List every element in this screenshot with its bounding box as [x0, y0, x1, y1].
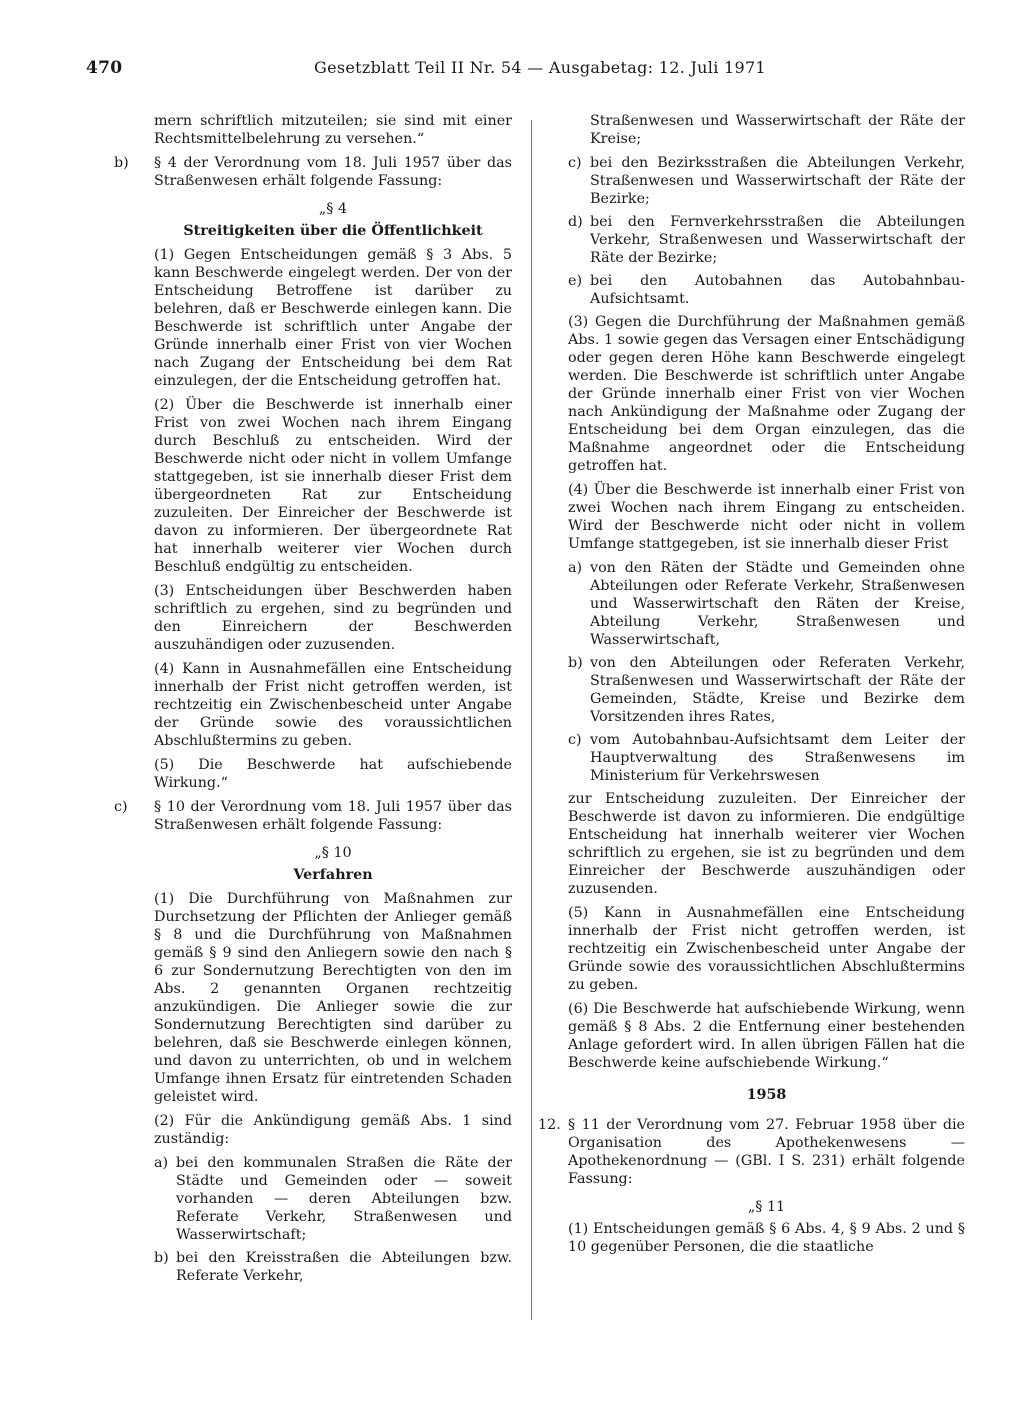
list-item	[568, 731, 965, 785]
paragraph: (1) Die Durchführung von Maßnahmen zur Durchsetzung der Pflichten der Anlieger gemäß § 8 und die Durchführung von Maßnahmen gemäß § 9 sind den Anliegern sowie den nach § 6 zur Sondernutzung Berechtigten von den im Abs. 2 genannten Organen rechtzeitig anzukündigen. Die Anlieger sowie die zur Sondernutzung Berechtigten sind darüber zu belehren, daß sie Beschwerde einlegen können, und davon zu unterrichten, ob und in welchem Umfange ihnen Ersatz für eintretenden Schaden geleistet wird.	[154, 891, 512, 1105]
list-item	[568, 654, 965, 726]
item-label: 12.	[538, 1117, 561, 1133]
list-label: e)	[568, 273, 583, 289]
column-divider	[531, 120, 532, 1320]
section-title: Streitigkeiten über die Öffentlichkeit	[183, 223, 483, 239]
list-text: vom Autobahnbau-Aufsichtsamt dem Leiter der Hauptverwaltung des Straßenwesens im Ministerium für Verkehrswesen	[590, 732, 965, 784]
section-title: Verfahren	[293, 867, 373, 883]
section-heading: „§ 4	[318, 201, 348, 217]
paragraph: zur Entscheidung zuzuleiten. Der Einreicher der Beschwerde ist davon zu informieren. Die endgültige Entscheidung hat innerhalb weiterer vier Wochen schriftlich zu ergehen, sie ist zu begründen und dem Einreicher der Beschwerde auszuhändigen oder zuzusenden.	[568, 791, 965, 897]
paragraph: (3) Gegen die Durchführung der Maßnahmen gemäß Abs. 1 sowie gegen das Versagen einer Entschädigung oder gegen deren Höhe kann Beschwerde eingelegt werden. Die Beschwerde ist schriftlich unter Angabe der Gründe innerhalb einer Frist von vier Wochen nach Ankündigung der Maßnahme oder Zugang der Entscheidung bei dem Organ einzulegen, das die Maßnahme angeordnet oder die Entscheidung getroffen hat.	[568, 314, 965, 474]
list-text: bei den Autobahnen das Autobahnbau-Aufsichtsamt.	[590, 273, 965, 307]
list-label: a)	[154, 1155, 169, 1171]
list-text: bei den kommunalen Straßen die Räte der Städte und Gemeinden oder — soweit vorhanden — deren Abteilungen bzw. Referate Verkehr, Straßenwesen und Wasserwirtschaft;	[176, 1155, 512, 1243]
paragraph: (5) Kann in Ausnahmefällen eine Entscheidung innerhalb der Frist nicht getroffen werden, ist rechtzeitig ein Zwischenbescheid unter Angabe der Gründe sowie des voraussichtlichen Abschlußtermins zu geben.	[568, 905, 965, 993]
right-column	[538, 112, 965, 1262]
list-item	[568, 559, 965, 649]
continuation-text: mern schriftlich mitzuteilen; sie sind mit einer Rechtsmittelbelehrung zu versehen.“	[154, 113, 512, 147]
list-text: von den Abteilungen oder Referaten Verkehr, Straßenwesen und Wasserwirtschaft der Räte der Gemeinden, Städte, Kreise und Bezirke dem Vorsitzenden ihres Rates,	[590, 655, 965, 725]
list-text: bei den Kreisstraßen die Abteilungen bzw. Referate Verkehr,	[176, 1250, 512, 1284]
list-item	[568, 154, 965, 208]
running-head: Gesetzblatt Teil II Nr. 54 — Ausgabetag: 12. Juli 1971	[314, 58, 766, 77]
amendment-item-12	[538, 1116, 965, 1188]
paragraph: (1) Entscheidungen gemäß § 6 Abs. 4, § 9 Abs. 2 und § 10 gegenüber Personen, die die staatliche	[568, 1221, 965, 1255]
item-label: b)	[114, 155, 129, 171]
list-item	[154, 1154, 512, 1244]
list-label: a)	[568, 560, 583, 576]
section-heading: „§ 11	[747, 1199, 786, 1215]
paragraph: (4) Über die Beschwerde ist innerhalb einer Frist von zwei Wochen nach ihrem Eingang zu entscheiden. Wird der Beschwerde nicht oder nicht in vollem Umfange stattgegeben, ist sie innerhalb dieser Frist	[568, 482, 965, 552]
list-text: bei den Bezirksstraßen die Abteilungen Verkehr, Straßenwesen und Wasserwirtschaft der Räte der Bezirke;	[590, 155, 965, 207]
year-heading: 1958	[746, 1087, 787, 1103]
paragraph: (3) Entscheidungen über Beschwerden haben schriftlich zu ergehen, sind zu begründen und den Einreichern der Beschwerden auszuhändigen oder zuzusenden.	[154, 583, 512, 653]
paragraph: (4) Kann in Ausnahmefällen eine Entscheidung innerhalb der Frist nicht getroffen werden, ist rechtzeitig ein Zwischenbescheid unter Angabe der Gründe sowie des voraussichtlichen Abschlußtermins zu geben.	[154, 661, 512, 749]
list-label: b)	[568, 655, 583, 671]
page-number: 470	[86, 58, 123, 78]
paragraph: (5) Die Beschwerde hat aufschiebende Wirkung.“	[154, 757, 512, 791]
list-text: von den Räten der Städte und Gemeinden ohne Abteilungen oder Referate Verkehr, Straßenwesen und Wasserwirtschaft den Räten der Kreise, Abteilung Verkehr, Straßenwesen und Wasserwirtschaft,	[590, 560, 965, 648]
paragraph: (2) Über die Beschwerde ist innerhalb einer Frist von zwei Wochen nach ihrem Eingang durch Beschluß zu entscheiden. Wird der Beschwerde nicht oder nicht in vollem Umfange stattgegeben, ist sie innerhalb dieser Frist dem übergeordneten Rat zur Entscheidung zuzuleiten. Der Einreicher der Beschwerde ist davon zu informieren. Der übergeordnete Rat hat innerhalb weiterer vier Wochen durch Beschluß endgültig zu entscheiden.	[154, 397, 512, 575]
list-label: c)	[568, 732, 582, 748]
list-label: c)	[568, 155, 582, 171]
paragraph: (2) Für die Ankündigung gemäß Abs. 1 sind zuständig:	[154, 1113, 512, 1147]
list-label: b)	[154, 1250, 169, 1266]
continuation-text: Straßenwesen und Wasserwirtschaft der Räte der Kreise;	[590, 113, 965, 147]
item-text: § 4 der Verordnung vom 18. Juli 1957 über das Straßenwesen erhält folgende Fassung:	[154, 155, 512, 189]
item-text: § 10 der Verordnung vom 18. Juli 1957 über das Straßenwesen erhält folgende Fassung:	[154, 799, 512, 833]
left-column	[114, 112, 512, 1290]
list-label: d)	[568, 214, 583, 230]
section-heading: „§ 10	[314, 845, 352, 861]
paragraph: (6) Die Beschwerde hat aufschiebende Wirkung, wenn gemäß § 8 Abs. 2 die Entfernung einer bestehenden Anlage gefordert wird. In allen übrigen Fällen hat die Beschwerde keine aufschiebende Wirkung.“	[568, 1001, 965, 1071]
item-text: § 11 der Verordnung vom 27. Februar 1958 über die Organisation des Apothekenwesens — Apothekenordnung — (GBl. I S. 231) erhält folgende Fassung:	[568, 1117, 965, 1187]
page-header	[86, 58, 964, 84]
paragraph: (1) Gegen Entscheidungen gemäß § 3 Abs. 5 kann Beschwerde eingelegt werden. Der von der Entscheidung Betroffene ist darüber zu belehren, daß er Beschwerde einlegen kann. Die Beschwerde ist schriftlich unter Angabe der Gründe innerhalb einer Frist von vier Wochen nach Zugang der Entscheidung bei dem Rat einzulegen, der die Entscheidung getroffen hat.	[154, 247, 512, 389]
list-item	[154, 1249, 512, 1285]
list-item	[568, 272, 965, 308]
list-item	[568, 213, 965, 267]
list-text: bei den Fernverkehrsstraßen die Abteilungen Verkehr, Straßenwesen und Wasserwirtschaft der Räte der Bezirke;	[590, 214, 965, 266]
amendment-item-b	[114, 154, 512, 190]
amendment-item-c	[114, 798, 512, 834]
item-label: c)	[114, 799, 128, 815]
